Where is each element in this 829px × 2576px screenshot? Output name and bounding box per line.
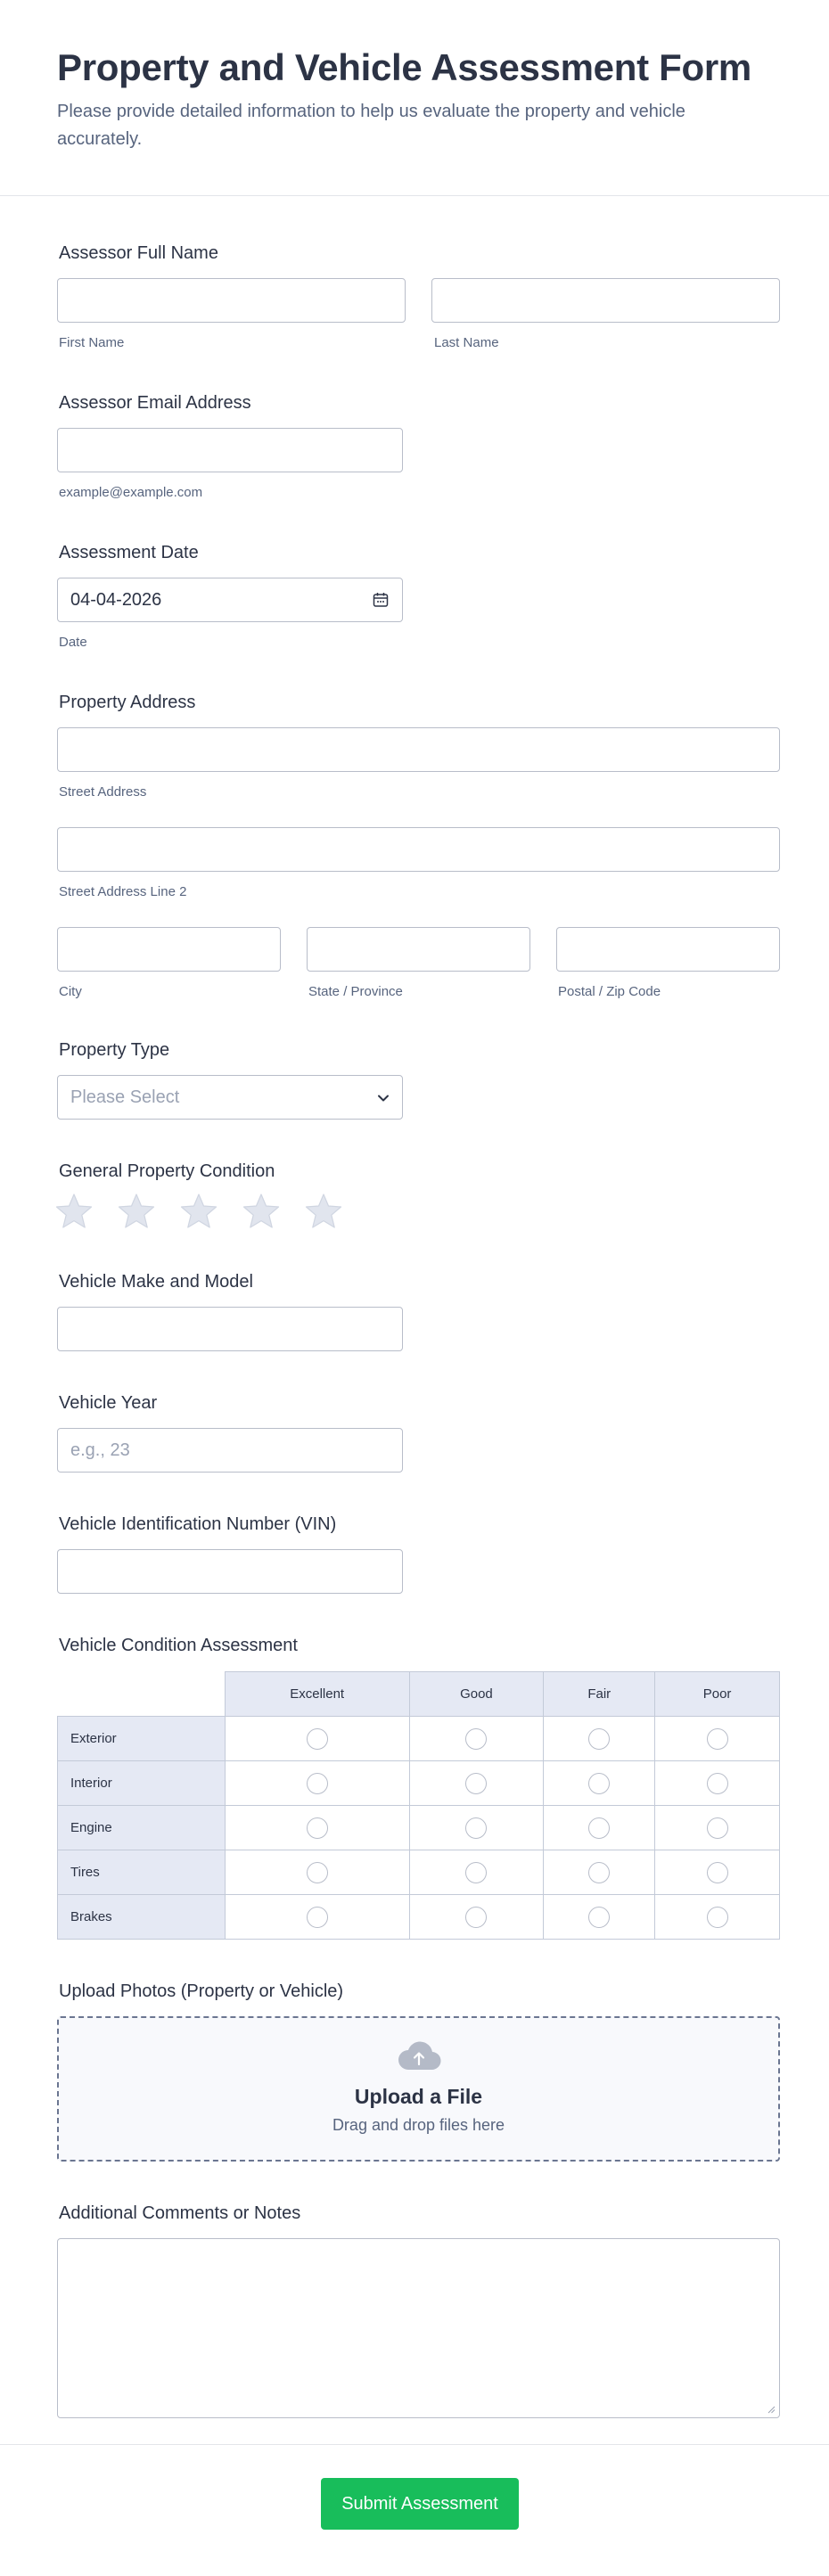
property-condition-label: General Property Condition bbox=[59, 1161, 275, 1181]
last-name-sublabel: Last Name bbox=[434, 335, 499, 350]
file-upload-dropzone[interactable] bbox=[57, 2016, 780, 2162]
vehicle-condition-matrix bbox=[57, 1671, 780, 1940]
property-type-label: Property Type bbox=[59, 1040, 170, 1060]
upload-label: Upload Photos (Property or Vehicle) bbox=[59, 1981, 344, 2001]
assessment-date-label: Assessment Date bbox=[59, 543, 199, 562]
cloud-upload-icon bbox=[396, 2039, 442, 2073]
matrix-column-header: Fair bbox=[544, 1672, 655, 1717]
email-sublabel: example@example.com bbox=[59, 485, 203, 500]
radio-button[interactable] bbox=[307, 1817, 328, 1839]
first-name-sublabel: First Name bbox=[59, 335, 125, 350]
radio-button[interactable] bbox=[465, 1817, 487, 1839]
form-title: Property and Vehicle Assessment Form bbox=[57, 46, 751, 88]
state-input[interactable] bbox=[307, 927, 530, 972]
vehicle-condition-label: Vehicle Condition Assessment bbox=[59, 1636, 298, 1655]
radio-button[interactable] bbox=[465, 1862, 487, 1883]
matrix-column-header: Poor bbox=[655, 1672, 780, 1717]
date-value: 04-04-2026 bbox=[70, 589, 162, 610]
matrix-row-label: Engine bbox=[58, 1806, 226, 1850]
star-icon[interactable] bbox=[180, 1193, 218, 1230]
radio-button[interactable] bbox=[707, 1728, 728, 1750]
property-type-placeholder: Please Select bbox=[70, 1087, 180, 1107]
upload-hint: Drag and drop files here bbox=[332, 2116, 505, 2134]
matrix-row bbox=[58, 1806, 780, 1850]
email-input[interactable] bbox=[57, 428, 403, 472]
radio-button[interactable] bbox=[307, 1862, 328, 1883]
radio-button[interactable] bbox=[707, 1773, 728, 1794]
matrix-row bbox=[58, 1761, 780, 1806]
resize-handle-icon[interactable] bbox=[767, 2405, 776, 2414]
vehicle-make-input[interactable] bbox=[57, 1307, 403, 1351]
matrix-row-label: Interior bbox=[58, 1761, 226, 1806]
radio-button[interactable] bbox=[465, 1728, 487, 1750]
zip-input[interactable] bbox=[556, 927, 780, 972]
radio-button[interactable] bbox=[588, 1817, 610, 1839]
street-address-2-sublabel: Street Address Line 2 bbox=[59, 884, 187, 899]
vin-label: Vehicle Identification Number (VIN) bbox=[59, 1514, 337, 1534]
matrix-row bbox=[58, 1850, 780, 1895]
matrix-row-label: Tires bbox=[58, 1850, 226, 1895]
star-icon[interactable] bbox=[55, 1193, 93, 1230]
upload-title: Upload a File bbox=[354, 2085, 483, 2108]
city-sublabel: City bbox=[59, 984, 82, 999]
chevron-down-icon bbox=[375, 1090, 391, 1106]
street-address-2-input[interactable] bbox=[57, 827, 780, 872]
vehicle-year-input[interactable] bbox=[57, 1428, 403, 1473]
form-description: Please provide detailed information to help us evaluate the property and vehicle accurately. bbox=[57, 102, 685, 149]
radio-button[interactable] bbox=[465, 1907, 487, 1928]
radio-button[interactable] bbox=[307, 1773, 328, 1794]
vehicle-year-label: Vehicle Year bbox=[59, 1393, 158, 1413]
date-input[interactable] bbox=[57, 578, 403, 622]
comments-textarea[interactable] bbox=[57, 2238, 780, 2418]
state-sublabel: State / Province bbox=[308, 984, 403, 999]
calendar-icon[interactable] bbox=[372, 591, 390, 609]
radio-button[interactable] bbox=[707, 1817, 728, 1839]
street-address-sublabel: Street Address bbox=[59, 784, 147, 800]
comments-label: Additional Comments or Notes bbox=[59, 2203, 301, 2223]
star-icon[interactable] bbox=[242, 1193, 280, 1230]
matrix-row bbox=[58, 1717, 780, 1761]
radio-button[interactable] bbox=[307, 1907, 328, 1928]
star-icon[interactable] bbox=[305, 1193, 342, 1230]
radio-button[interactable] bbox=[588, 1773, 610, 1794]
radio-button[interactable] bbox=[707, 1907, 728, 1928]
street-address-input[interactable] bbox=[57, 727, 780, 772]
vehicle-make-label: Vehicle Make and Model bbox=[59, 1272, 253, 1292]
property-type-select[interactable] bbox=[57, 1075, 403, 1120]
footer-divider bbox=[0, 2444, 829, 2445]
assessor-name-label: Assessor Full Name bbox=[59, 243, 218, 263]
matrix-column-header: Good bbox=[409, 1672, 544, 1717]
radio-button[interactable] bbox=[465, 1773, 487, 1794]
date-sublabel: Date bbox=[59, 635, 87, 650]
radio-button[interactable] bbox=[707, 1862, 728, 1883]
form-header bbox=[0, 0, 829, 196]
radio-button[interactable] bbox=[588, 1728, 610, 1750]
matrix-corner bbox=[58, 1672, 226, 1717]
star-rating[interactable] bbox=[55, 1193, 342, 1230]
star-icon[interactable] bbox=[118, 1193, 155, 1230]
submit-button[interactable]: Submit Assessment bbox=[321, 2478, 519, 2530]
last-name-input[interactable] bbox=[431, 278, 780, 323]
assessor-email-label: Assessor Email Address bbox=[59, 393, 251, 413]
zip-sublabel: Postal / Zip Code bbox=[558, 984, 661, 999]
matrix-row-label: Exterior bbox=[58, 1717, 226, 1761]
property-address-label: Property Address bbox=[59, 693, 196, 712]
matrix-row-label: Brakes bbox=[58, 1895, 226, 1940]
city-input[interactable] bbox=[57, 927, 281, 972]
radio-button[interactable] bbox=[307, 1728, 328, 1750]
matrix-column-header: Excellent bbox=[225, 1672, 409, 1717]
radio-button[interactable] bbox=[588, 1862, 610, 1883]
vin-input[interactable] bbox=[57, 1549, 403, 1594]
vehicle-year-placeholder: e.g., 23 bbox=[70, 1440, 130, 1460]
matrix-row bbox=[58, 1895, 780, 1940]
first-name-input[interactable] bbox=[57, 278, 406, 323]
radio-button[interactable] bbox=[588, 1907, 610, 1928]
